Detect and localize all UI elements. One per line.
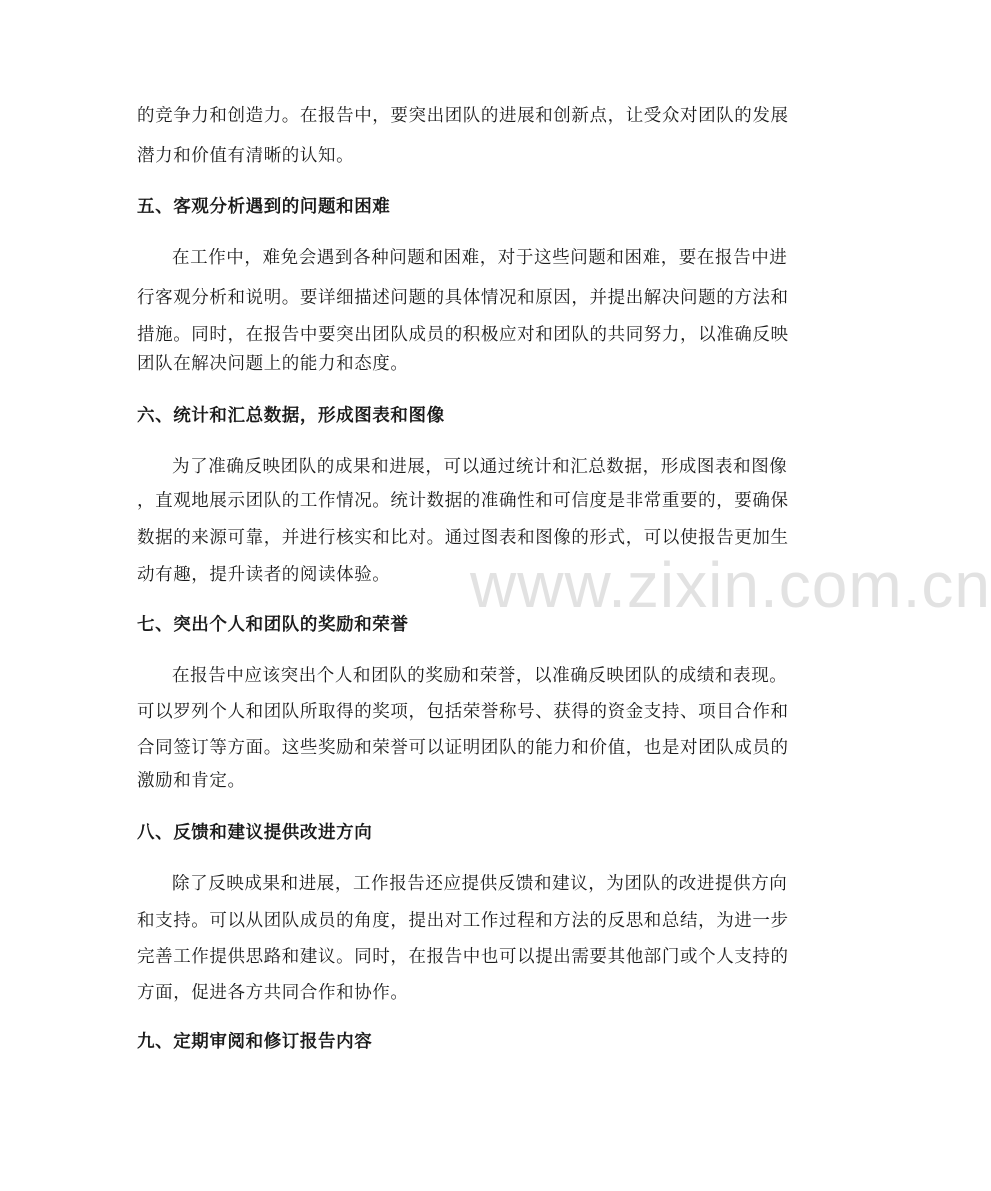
paragraph-line: 除了反映成果和进展，工作报告还应提供反馈和建议，为团队的改进提供方向: [172, 874, 788, 894]
paragraph-line: 动有趣，提升读者的阅读体验。: [137, 565, 391, 585]
paragraph-line: 为了准确反映团队的成果和进展，可以通过统计和汇总数据，形成图表和图像: [172, 457, 788, 477]
paragraph-line: 的竞争力和创造力。在报告中，要突出团队的进展和创新点，让受众对团队的发展: [137, 106, 789, 126]
paragraph-line: ，直观地展示团队的工作情况。统计数据的准确性和可信度是非常重要的，要确保: [137, 491, 789, 511]
paragraph-line: 团队在解决问题上的能力和态度。: [137, 354, 409, 374]
paragraph-line: 方面，促进各方共同合作和协作。: [137, 983, 409, 1003]
paragraph-line: 数据的来源可靠，并进行核实和比对。通过图表和图像的形式，可以使报告更加生: [137, 528, 789, 548]
paragraph-line: 措施。同时，在报告中要突出团队成员的积极应对和团队的共同努力，以准确反映: [137, 325, 789, 345]
section-heading: 八、反馈和建议提供改进方向: [137, 823, 373, 843]
paragraph-line: 行客观分析和说明。要详细描述问题的具体情况和原因，并提出解决问题的方法和: [137, 288, 789, 308]
section-heading: 六、统计和汇总数据，形成图表和图像: [137, 406, 445, 426]
paragraph-line: 在工作中，难免会遇到各种问题和困难，对于这些问题和困难，要在报告中进: [172, 248, 788, 268]
paragraph-line: 合同签订等方面。这些奖励和荣誉可以证明团队的能力和价值，也是对团队成员的: [137, 738, 789, 758]
watermark: www.zixin.com.cn: [470, 549, 991, 621]
paragraph-line: 潜力和价值有清晰的认知。: [137, 146, 355, 166]
paragraph-line: 完善工作提供思路和建议。同时，在报告中也可以提出需要其他部门或个人支持的: [137, 947, 789, 967]
paragraph-line: 在报告中应该突出个人和团队的奖励和荣誉，以准确反映团队的成绩和表现。: [172, 666, 788, 686]
section-heading: 七、突出个人和团队的奖励和荣誉: [137, 615, 409, 635]
paragraph-line: 激励和肯定。: [137, 771, 246, 791]
section-heading: 五、客观分析遇到的问题和困难: [137, 197, 391, 217]
paragraph-line: 可以罗列个人和团队所取得的奖项，包括荣誉称号、获得的资金支持、项目合作和: [137, 702, 789, 722]
paragraph-line: 和支持。可以从团队成员的角度，提出对工作过程和方法的反思和总结，为进一步: [137, 911, 789, 931]
section-heading: 九、定期审阅和修订报告内容: [137, 1032, 373, 1052]
